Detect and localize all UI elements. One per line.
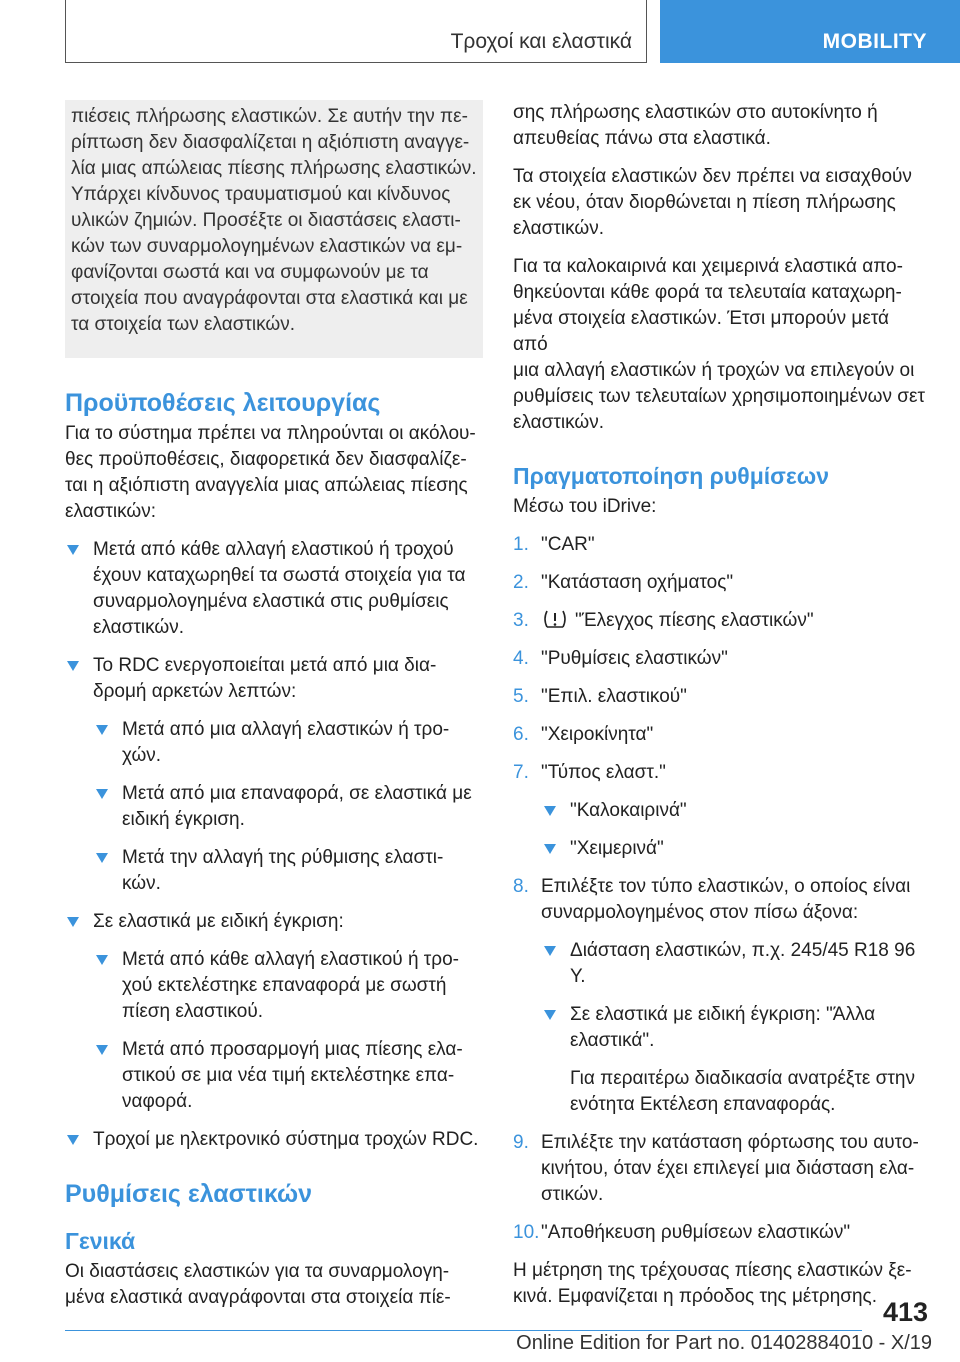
header-chapter-box bbox=[65, 0, 647, 63]
footer-divider bbox=[65, 1330, 862, 1331]
list-item: "Χειμερινά" bbox=[513, 836, 927, 862]
bullet-triangle-icon bbox=[96, 725, 108, 735]
step-6: 6. "Χειροκίνητα" bbox=[513, 724, 654, 745]
list-item: Σε ελαστικά με ειδική έγκριση: bbox=[65, 909, 483, 935]
paragraph: Για τα καλοκαιρινά και χειμερινά ελαστικά απο- θηκεύονται κάθε φορά τα τελευταία καταχωρη- μένα στοιχεία ελαστικών. Έτσι μπορούν μετά από μια αλλαγή ελαστικών ή τροχών να επιλεγούν οι ρυθμίσεις των τελευταίων χρησιμοποιημένων σετ ελαστικών. bbox=[513, 256, 925, 433]
bullet-triangle-icon bbox=[544, 946, 556, 956]
general-text: Οι διαστάσεις ελαστικών για τα συναρμολογη- μένα ελαστικά αναγράφονται στα στοιχεία πίε- bbox=[65, 1261, 451, 1308]
general-heading: Γενικά bbox=[65, 1228, 136, 1254]
step-3: 3. "Έλεγχος πίεσης ελαστικών" bbox=[513, 610, 814, 631]
list-item: Μετά από κάθε αλλαγή ελαστικού ή τροχού έχουν καταχωρηθεί τα σωστά στοιχεία για τα συναρμολογημένα ελαστικά στις ρυθμίσεις ελαστικών. bbox=[65, 537, 483, 641]
list-item: Μετά από προσαρμογή μιας πίεσης ελα- στικού σε μια νέα τιμή εκτελέστηκε επα- ναφορά. bbox=[65, 1037, 483, 1115]
bullet-triangle-icon bbox=[96, 789, 108, 799]
via-idrive: Μέσω του iDrive: bbox=[513, 496, 657, 517]
left-column bbox=[65, 100, 483, 1311]
bullet-triangle-icon bbox=[67, 661, 79, 671]
step-8: 8. Επιλέξτε τον τύπο ελαστικών, ο οποίος είναι συναρμολογημένος στον πίσω άξονα: bbox=[513, 876, 911, 923]
bullet-triangle-icon bbox=[544, 1010, 556, 1020]
list-item: Μετά την αλλαγή της ρύθμισης ελαστι- κών. bbox=[65, 845, 483, 897]
list-item: Μετά από μια αλλαγή ελαστικών ή τρο- χών. bbox=[65, 717, 483, 769]
list-item: Μετά από μια επαναφορά, σε ελαστικά με ειδική έγκριση. bbox=[65, 781, 483, 833]
step-4: 4. "Ρυθμίσεις ελαστικών" bbox=[513, 648, 728, 669]
bullet-triangle-icon bbox=[96, 853, 108, 863]
section-title: MOBILITY bbox=[822, 30, 927, 53]
bullet-triangle-icon bbox=[544, 806, 556, 816]
bullet-triangle-icon bbox=[67, 917, 79, 927]
tire-pressure-warning-icon bbox=[541, 608, 569, 630]
paragraph: Τα στοιχεία ελαστικών δεν πρέπει να εισαχθούν εκ νέου, όταν διορθώνεται η πίεση πλήρωσης ελαστικών. bbox=[513, 166, 912, 239]
right-column bbox=[513, 100, 927, 1310]
list-item: Μετά από κάθε αλλαγή ελαστικού ή τρο- χού εκτελέστηκε επαναφορά με σωστή πίεση ελαστικού. bbox=[65, 947, 483, 1025]
bullet-triangle-icon bbox=[67, 1135, 79, 1145]
warning-note bbox=[65, 100, 483, 358]
list-item: Σε ελαστικά με ειδική έγκριση: "Άλλα ελαστικά". bbox=[513, 1002, 927, 1054]
note-text: πιέσεις πλήρωσης ελαστικών. Σε αυτήν την πε- ρίπτωση δεν διασφαλίζεται η αξιόπιστη αναγγε- λία μιας απώλειας πίεσης πλήρωσης ελαστικών. Υπάρχει κίνδυνος τραυματισμού και κίνδυνος υλικών ζημιών. Προσέξτε οι διαστάσεις ελαστι- κών των συναρμολογημένων ελαστικών να εμ- φανίζονται σωστά και να συμφωνούν με τα στοιχεία που αναγράφονται στα ελαστικά και με τα στοιχεία των ελαστικών. bbox=[71, 106, 477, 335]
step-2: 2. "Κατάσταση οχήματος" bbox=[513, 572, 734, 593]
step-7: 7. "Τύπος ελαστ." bbox=[513, 762, 666, 783]
prereq-intro: Για το σύστημα πρέπει να πληρούνται οι ακόλου- θες προϋποθέσεις, διαφορετικά δεν διασφαλίζε- ται η αξιόπιστη αναγγελία μιας απώλειας πίεσης ελαστικών: bbox=[65, 423, 476, 522]
header-section-box bbox=[660, 0, 960, 63]
step-5: 5. "Επιλ. ελαστικού" bbox=[513, 686, 687, 707]
bullet-triangle-icon bbox=[96, 955, 108, 965]
bullet-triangle-icon bbox=[96, 1045, 108, 1055]
paragraph: σης πλήρωσης ελαστικών στο αυτοκίνητο ή απευθείας πάνω στα ελαστικά. bbox=[513, 102, 878, 149]
step-9: 9. Επιλέξτε την κατάσταση φόρτωσης του αυτο- κινήτου, όταν έχει επιλεγεί μια διάσταση ελα- στικών. bbox=[513, 1132, 919, 1205]
list-item: "Καλοκαιρινά" bbox=[513, 798, 927, 824]
page-number: 413 bbox=[882, 1297, 928, 1327]
bullet-triangle-icon bbox=[544, 844, 556, 854]
tyre-settings-heading: Ρυθμίσεις ελαστικών bbox=[65, 1180, 313, 1208]
list-item: Το RDC ενεργοποιείται μετά από μια δια- δρομή αρκετών λεπτών: bbox=[65, 653, 483, 705]
list-item: Τροχοί με ηλεκτρονικό σύστημα τροχών RDC. bbox=[65, 1127, 483, 1153]
bullet-triangle-icon bbox=[67, 545, 79, 555]
step-1: 1. "CAR" bbox=[513, 534, 595, 555]
chapter-title: Τροχοί και ελαστικά bbox=[450, 30, 632, 53]
list-item: Διάσταση ελαστικών, π.χ. 245/45 R18 96 Y. bbox=[513, 938, 927, 990]
perform-settings-heading: Πραγματοποίηση ρυθμίσεων bbox=[513, 463, 830, 489]
final-paragraph: Η μέτρηση της τρέχουσας πίεσης ελαστικών ξε- κινά. Εμφανίζεται η πρόοδος της μέτρησης. bbox=[513, 1260, 912, 1307]
list-item-continuation: Για περαιτέρω διαδικασία ανατρέξτε στην ενότητα Εκτέλεση επαναφοράς. bbox=[570, 1068, 915, 1115]
prereq-heading: Προϋποθέσεις λειτουργίας bbox=[65, 389, 381, 417]
step-10: 10. "Αποθήκευση ρυθμίσεων ελαστικών" bbox=[513, 1222, 851, 1243]
footer-edition: Online Edition for Part no. 01402884010 - X/19 bbox=[516, 1332, 932, 1354]
